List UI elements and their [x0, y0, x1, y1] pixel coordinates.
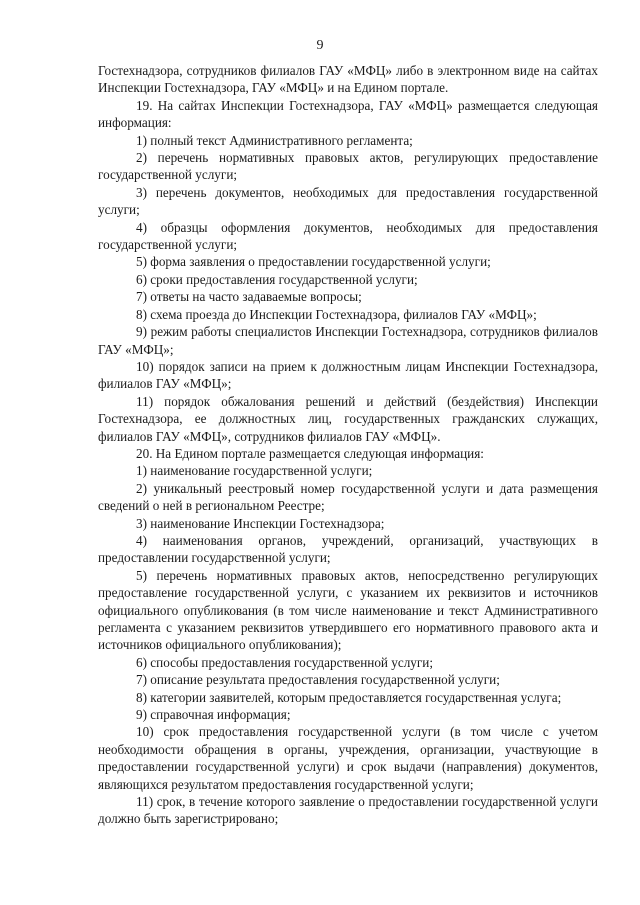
list-item: 8) категории заявителей, которым предоставляется государственная услуга;: [136, 689, 562, 705]
list-item: 2) перечень нормативных правовых актов, регулирующих предоставление государственной услуги;: [98, 150, 598, 183]
list-item: 5) форма заявления о предоставлении государственной услуги;: [136, 254, 491, 270]
list-item: 9) режим работы специалистов Инспекции Гостехнадзора, сотрудников филиалов ГАУ «МФЦ»;: [98, 324, 598, 357]
list-item: 3) перечень документов, необходимых для предоставления государственной услуги;: [98, 184, 598, 218]
list-item: 6) способы предоставления государственной услуги;: [136, 654, 434, 670]
list-item: 2) уникальный реестровый номер государственной услуги и дата размещения сведений о ней в региональном Реестре;: [98, 480, 598, 514]
list-item: 4) наименования органов, учреждений, организаций, участвующих в предоставлении государственной услуги;: [98, 532, 598, 566]
list-item: 11) срок, в течение которого заявление о предоставлении государственной услуги должно быть зарегистрировано;: [98, 794, 598, 827]
list-item: 6) сроки предоставления государственной услуги;: [136, 271, 418, 287]
list-item: 7) описание результата предоставления государственной услуги;: [136, 672, 500, 688]
page-number: 9: [316, 38, 324, 53]
paragraph-clause-20: 20. На Едином портале размещается следующая информация:: [136, 445, 484, 461]
list-item: 8) схема проезда до Инспекции Гостехнадзора, филиалов ГАУ «МФЦ»;: [136, 306, 537, 322]
document-body: [98, 62, 598, 828]
list-item: 11) порядок обжалования решений и действий (бездействия) Инспекции Гостехнадзора, ее должностных лиц, государственных гражданских служащих, филиалов ГАУ «МФЦ», сотрудников филиалов ГАУ «МФЦ».: [98, 393, 598, 444]
paragraph-continuation: Гостехнадзора, сотрудников филиалов ГАУ «МФЦ» либо в электронном виде на сайтах Инспекции Гостехнадзора, ГАУ «МФЦ» и на Едином портале.: [98, 63, 598, 96]
list-item: 10) порядок записи на прием к должностным лицам Инспекции Гостехнадзора, филиалов ГАУ «МФЦ»;: [98, 358, 598, 392]
list-item: 3) наименование Инспекции Гостехнадзора;: [136, 515, 385, 531]
list-item: 5) перечень нормативных правовых актов, непосредственно регулирующих предоставление государственной услуги, с указанием их реквизитов и источников официального опубликования (в том числе наименование и текст Административного регламента с указанием реквизитов утвердившего его нормативного правового акта и источников официального опубликования);: [98, 567, 598, 653]
list-item: 10) срок предоставления государственной услуги (в том числе с учетом необходимости обращения в органы, учреждения, организации, участвующие в предоставлении государственной услуги) и срок выдачи (направления) документов, являющихся результатом предоставления государственной услуги;: [98, 724, 598, 792]
paragraph-clause-19: 19. На сайтах Инспекции Гостехнадзора, ГАУ «МФЦ» размещается следующая информация:: [98, 97, 598, 131]
list-item: 7) ответы на часто задаваемые вопросы;: [136, 289, 362, 305]
list-item: 1) полный текст Административного регламента;: [136, 132, 413, 148]
list-item: 1) наименование государственной услуги;: [136, 463, 373, 479]
list-item: 4) образцы оформления документов, необходимых для предоставления государственной услуги;: [98, 219, 598, 253]
list-item: 9) справочная информация;: [136, 707, 291, 723]
